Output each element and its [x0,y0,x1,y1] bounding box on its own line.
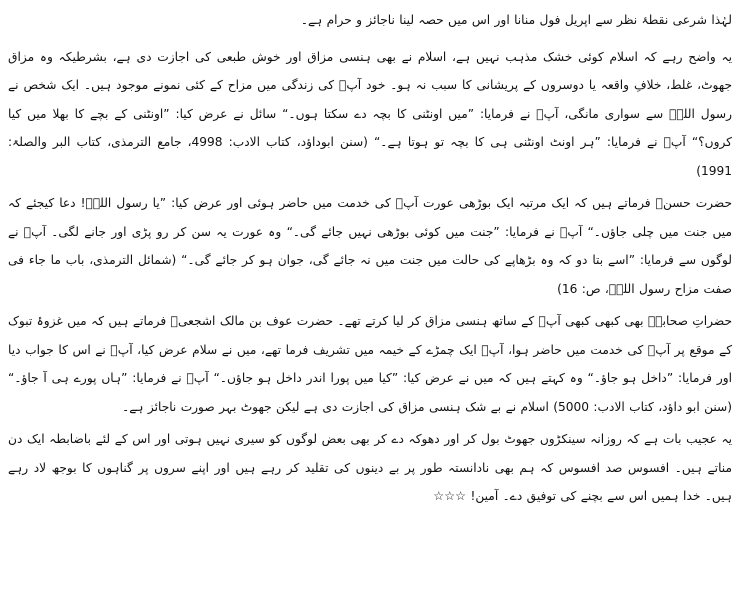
paragraph-closing: یہ عجیب بات ہے کہ روزانہ سینکڑوں جھوٹ بول کر اور دھوکہ دے کر بھی بعض لوگوں کو سیری نہیں ہوتی اور اس کے لئے باضابطہ ایک دن مناتے ہیں۔ افسوس صد افسوس کہ ہم بھی نادانستہ طور پر بے دینوں کی تقلید کر رہے ہیں اور اپنے سروں پر گناہوں کا بوجھ لاد رہے ہیں۔ خدا ہمیں اس سے بچنے کی توفیق دے۔ آمین! ☆☆☆ [8,432,732,503]
paragraph-conclusion: لہٰذا شرعی نقطۂ نظر سے اپریل فول منانا اور اس میں حصہ لینا ناجائز و حرام ہے۔ [300,13,732,27]
paragraph-islam-humor: یہ واضح رہے کہ اسلام کوئی خشک مذہب نہیں ہے، اسلام نے بھی ہنسی مزاق اور خوش طبعی کی اجازت دی ہے، بشرطیکہ وہ مزاق جھوٹ، غلط، خلافِ واقعہ یا دوسروں کے پریشانی کا سبب نہ ہو۔ خود آپؐ کی زندگی میں مزاح کے کئی نمونے موجود ہیں۔ ایک شخص نے رسول اللہؐ سے سواری مانگی، آپؐ نے فرمایا: ”میں اونٹنی کا بچہ دے سکتا ہوں۔“ سائل نے عرض کیا: ”اونٹنی کے بچے کا بھلا میں کیا کروں؟“ آپؐ نے فرمایا: ”ہر اونٹ اونٹنی ہی کا بچہ تو ہوتا ہے۔“ (سنن ابوداؤد، کتاب الادب: 4998، جامع الترمذی، کتاب البر والصلۃ: 1991) [8,49,732,178]
paragraph-old-woman: حضرت حسنؓ فرماتے ہیں کہ ایک مرتبہ ایک بوڑھی عورت آپؐ کی خدمت میں حاضر ہوئی اور عرض کیا: ”یا رسول اللہؐ! دعا کیجئے کہ میں جنت میں چلی جاؤں۔“ آپؐ نے فرمایا: ”جنت میں کوئی بوڑھی نہیں جائے گی۔“ وہ عورت یہ سن کر رو پڑی اور جانے لگی۔ آپؐ نے لوگوں سے فرمایا: ”اسے بتا دو کہ وہ بڑھاپے کی حالت میں جنت میں نہ جائے گی، جوان ہو کر جائے گی۔“ (شمائل الترمذی، باب ما جاء فی صفت مزاح رسول اللہؐ، ص: 16) [8,196,732,296]
paragraph-companions: حضراتِ صحابہؓ بھی کبھی کبھی آپؐ کے ساتھ ہنسی مزاق کر لیا کرتے تھے۔ حضرت عوف بن مالک اشجعیؓ فرماتے ہیں کہ میں غزوۂ تبوک کے موقع پر آپؐ کی خدمت میں حاضر ہوا، آپؐ ایک چمڑے کے خیمہ میں تشریف فرما تھے، میں نے سلام عرض کیا، آپؐ نے اس کا جواب دیا اور فرمایا: ”داخل ہو جاؤ۔“ وہ کہتے ہیں کہ میں نے عرض کیا: ”کیا میں پورا اندر داخل ہو جاؤں۔“ آپؐ نے فرمایا: ”ہاں پورے ہی آ جاؤ۔“ (سنن ابو داؤد، کتاب الادب: 5000) اسلام نے بے شک ہنسی مزاق کی اجازت دی ہے لیکن جھوٹ بہر صورت ناجائز ہے۔ [8,314,732,414]
